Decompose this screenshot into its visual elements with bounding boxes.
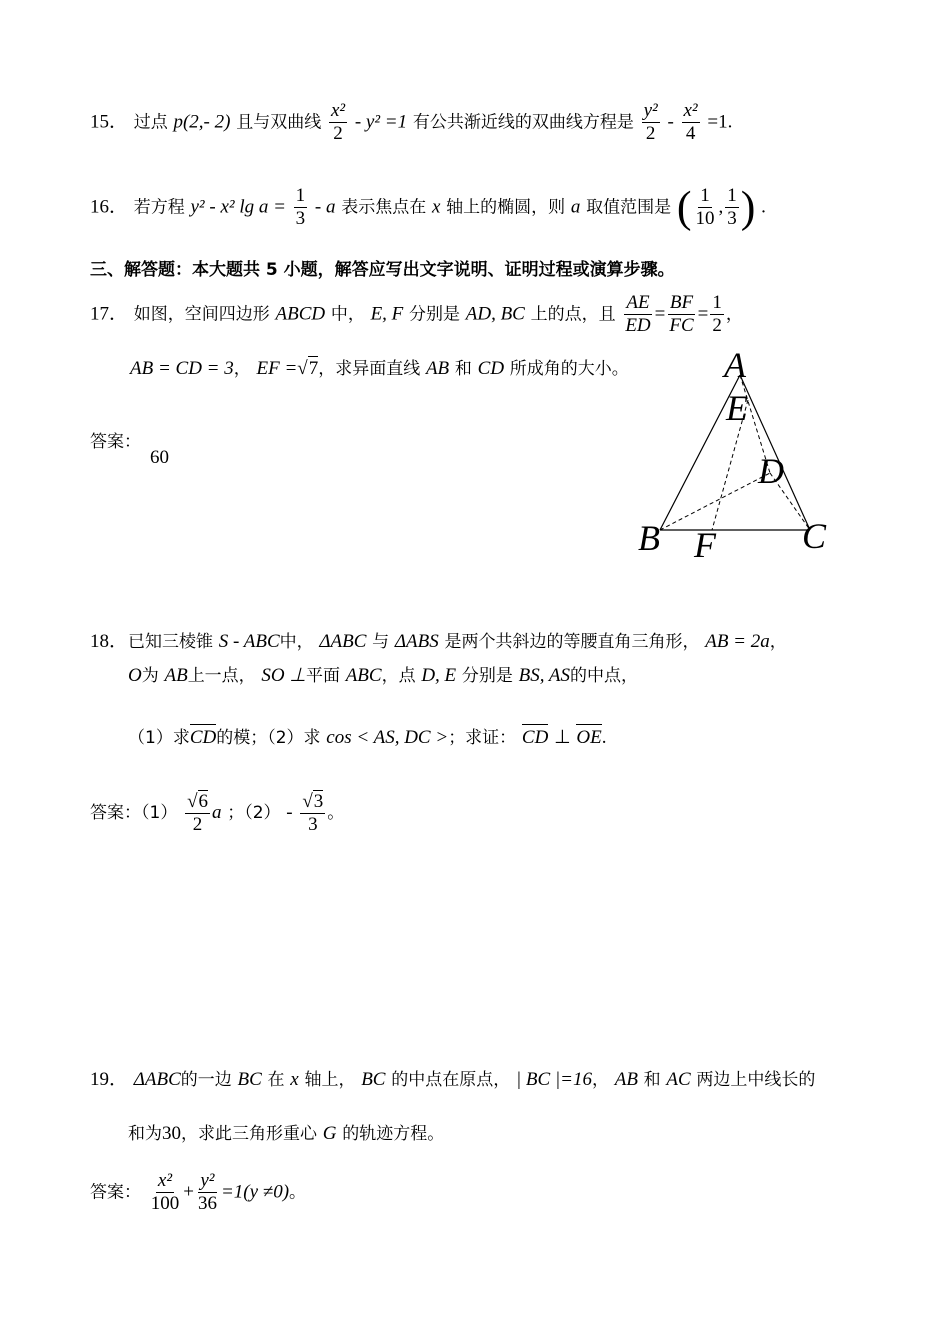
q17-line-2: AB = CD = 3， EF =√7，求异面直线 AB 和 CD 所成角的大小。: [130, 358, 629, 379]
q18-line-1: 18．已知三棱锥 S - ABC中， ΔABC 与 ΔABS 是两个共斜边的等腰直角三角形， AB = 2a，: [90, 631, 787, 652]
label-D: D: [758, 451, 784, 491]
q15-answer-fraction-1: $\frac{\text{y²}}{2}$: [643, 100, 658, 144]
label-A: A: [724, 345, 746, 385]
section-3-heading: 三、解答题：本大题共 5 小题，解答应写出文字说明、证明过程或演算步骤。: [90, 260, 675, 280]
edge-BD: [660, 473, 770, 530]
q16-number: 16．: [90, 196, 129, 218]
q18-line-2: O为 AB上一点， SO ⊥平面 ABC，点 D, E 分别是 BS, AS的中点，: [128, 665, 638, 686]
q17-line-1: 17． 如图，空间四边形 ABCD 中， E, F 分别是 AD, BC 上的点，且 $\frac{AE}{ED}$ = $\frac{BF}{FC}$ = $\frac{1}{2}$ ，: [90, 292, 743, 336]
label-B: B: [638, 518, 660, 558]
q19-line-2: 和为30，求此三角形重心 G 的轨迹方程。: [128, 1123, 445, 1144]
label-F: F: [694, 525, 716, 565]
q18-answer-1: $\frac{√6}{2}$: [187, 791, 208, 835]
label-E: E: [726, 388, 748, 428]
q18-number: 18．: [90, 631, 129, 652]
vector-OE: OE: [576, 722, 601, 750]
q15-hyperbola-fraction: $\frac{\text{x²}}{2}$: [330, 100, 346, 144]
vector-CD: CD: [190, 722, 216, 750]
q16-line: 16． 若方程 y² - x² lg a = $\frac{1}{3}$ - a 表示焦点在 x 轴上的椭圆，则 a 取值范围是 ( $\frac{1}{10}$ , $\frac{1}{3}$ ) .: [90, 182, 766, 232]
q16-range-low: $\frac{1}{10}$: [695, 185, 715, 229]
q17-number: 17．: [90, 303, 129, 325]
q15-line: 15． 过点 p(2,- 2) 且与双曲线 $\frac{\text{x²}}{2}$ - y² =1 有公共渐近线的双曲线方程是 $\frac{\text{y²}}{2}$ - $\frac{\text{x²}}{4}$ =1.: [90, 100, 733, 144]
q18-answer-2: $\frac{√3}{3}$: [302, 791, 324, 835]
label-C: C: [802, 516, 827, 556]
q18-answer: 答案：（1） $\frac{√6}{2}$ a ；（2） - $\frac{√3}{3}$ 。: [90, 791, 345, 835]
q16-fraction: $\frac{1}{3}$: [295, 185, 306, 229]
q15-number: 15．: [90, 111, 129, 133]
q19-line-1: 19． ΔABC的一边 BC 在 x 轴上， BC 的中点在原点， | BC |=16， AB 和 AC 两边上中线长的: [90, 1069, 816, 1090]
q16-range-high: $\frac{1}{3}$: [727, 185, 737, 229]
vector-CD-2: CD: [522, 722, 548, 750]
q19-answer: 答案： $\frac{\text{x²}}{100}$ + $\frac{\text{y²}}{36}$ =1(y ≠0)。: [90, 1170, 307, 1214]
q18-line-3: （1）求CD的模；（2）求 cos < AS, DC >；求证： CD ⊥ OE.: [128, 722, 606, 750]
q15-answer-fraction-2: $\frac{\text{x²}}{4}$: [683, 100, 698, 144]
q15-point: p(2,- 2): [173, 111, 231, 133]
q17-answer-value: 60: [150, 447, 169, 468]
q19-number: 19．: [90, 1069, 129, 1090]
tetrahedron-figure: [630, 345, 850, 565]
q17-answer-label: 答案：: [90, 432, 141, 452]
